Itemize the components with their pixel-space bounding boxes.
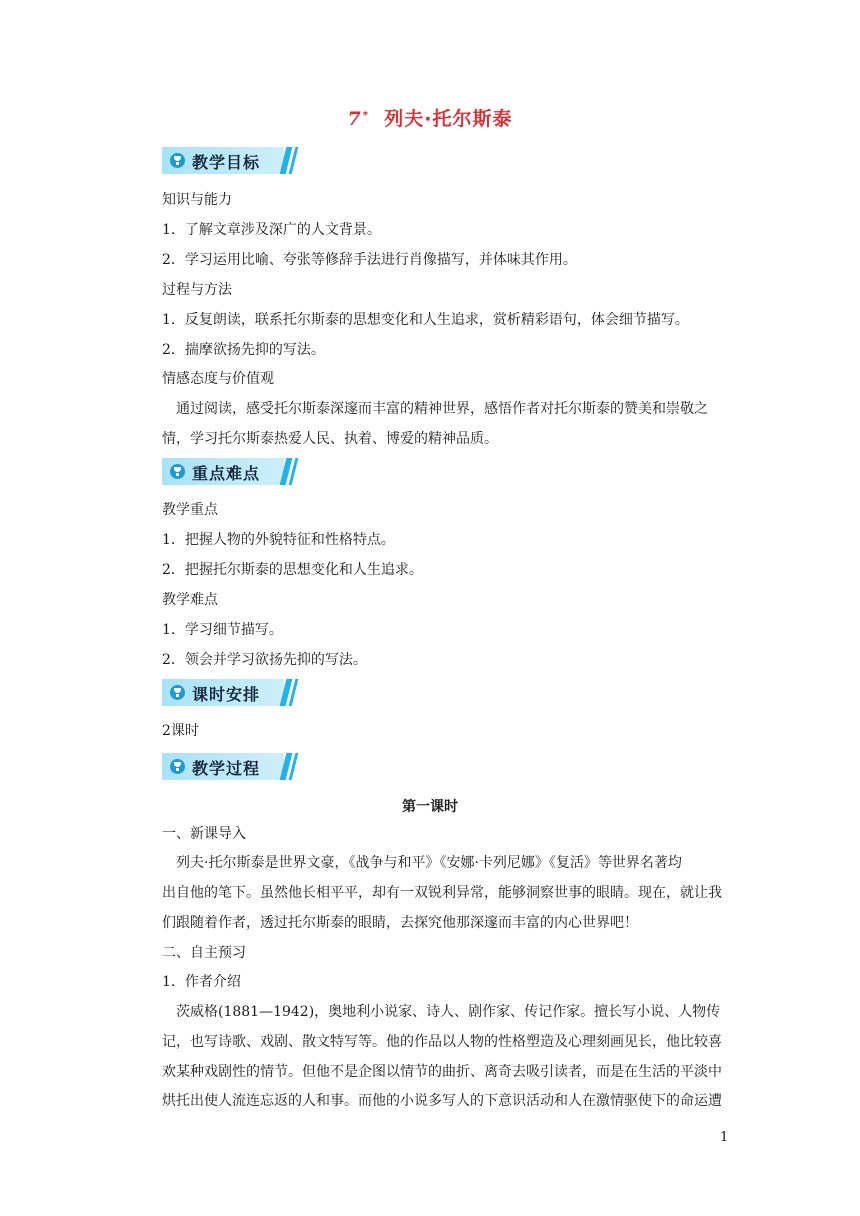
trophy-icon [170,759,185,774]
author-line-1: 茨威格(1881—1942)，奥地利小说家、诗人、剧作家、传记作家。擅长写小说、人物传 [176,1004,721,1020]
key-point-2: 2．把握托尔斯泰的思想变化和人生追求。 [162,562,423,578]
difficulty-point-1: 1．学习细节描写。 [162,622,283,638]
section-label: 课时安排 [192,685,261,704]
lesson-title [0,104,860,131]
lesson-number: 7 [347,108,362,130]
schedule-text: 2课时 [162,723,199,739]
author-line-2: 记，也写诗歌、戏剧、散文特写等。他的作品以人物的性格塑造及心理刻画见长，他比较喜 [162,1034,722,1050]
trophy-icon [170,685,185,700]
trophy-icon [170,464,185,479]
key-heading: 教学重点 [162,502,218,518]
difficulty-heading: 教学难点 [162,592,218,608]
section-label: 教学过程 [192,759,261,778]
trophy-icon [170,153,185,168]
process-step-intro: 一、新课导入 [162,826,246,842]
goal-emotion-line-1: 通过阅读，感受托尔斯泰深邃而丰富的精神世界，感悟作者对托尔斯泰的赞美和崇敬之 [176,401,708,417]
section-badge-process [162,753,296,780]
section-badge-schedule [162,679,296,706]
difficulty-point-2: 2．领会并学习欲扬先抑的写法。 [162,652,367,668]
intro-line-1: 列夫·托尔斯泰是世界文豪，《战争与和平》《安娜·卡列尼娜》《复活》等世界名著均 [176,855,682,871]
process-step-preview: 二、自主预习 [162,945,246,961]
goal-process-1: 1．反复朗读，联系托尔斯泰的思想变化和人生追求，赏析精彩语句，体会细节描写。 [162,312,689,328]
intro-line-3: 们跟随着作者，透过托尔斯泰的眼睛，去探究他那深邃而丰富的内心世界吧！ [162,915,638,931]
lesson-subtitle: 第一课时 [402,799,458,815]
goal-heading-emotion: 情感态度与价值观 [162,371,274,387]
author-heading: 1．作者介绍 [162,974,241,990]
goal-heading-process: 过程与方法 [162,282,232,298]
optional-mark: * [362,109,369,121]
author-line-3: 欢某种戏剧性的情节。但他不是企图以情节的曲折、离奇去吸引读者，而是在生活的平淡中 [162,1064,722,1080]
section-label: 教学目标 [192,153,261,172]
section-label: 重点难点 [192,464,261,483]
lesson-title-text: 列夫·托尔斯泰 [384,108,513,130]
goal-heading-knowledge: 知识与能力 [162,192,232,208]
section-badge-key [162,458,296,485]
page-number: 1 [720,1130,729,1145]
author-line-4: 烘托出使人流连忘返的人和事。而他的小说多写人的下意识活动和人在激情驱使下的命运遭 [162,1093,722,1109]
section-badge-goals [162,147,296,174]
goal-emotion-line-2: 情，学习托尔斯泰热爱人民、执着、博爱的精神品质。 [162,431,498,447]
goal-process-2: 2．揣摩欲扬先抑的写法。 [162,342,325,358]
intro-line-2: 出自他的笔下。虽然他长相平平，却有一双锐利异常，能够洞察世事的眼睛。现在，就让我 [162,885,722,901]
goal-knowledge-1: 1．了解文章涉及深广的人文背景。 [162,222,381,238]
key-point-1: 1．把握人物的外貌特征和性格特点。 [162,532,395,548]
goal-knowledge-2: 2．学习运用比喻、夸张等修辞手法进行肖像描写，并体味其作用。 [162,252,577,268]
